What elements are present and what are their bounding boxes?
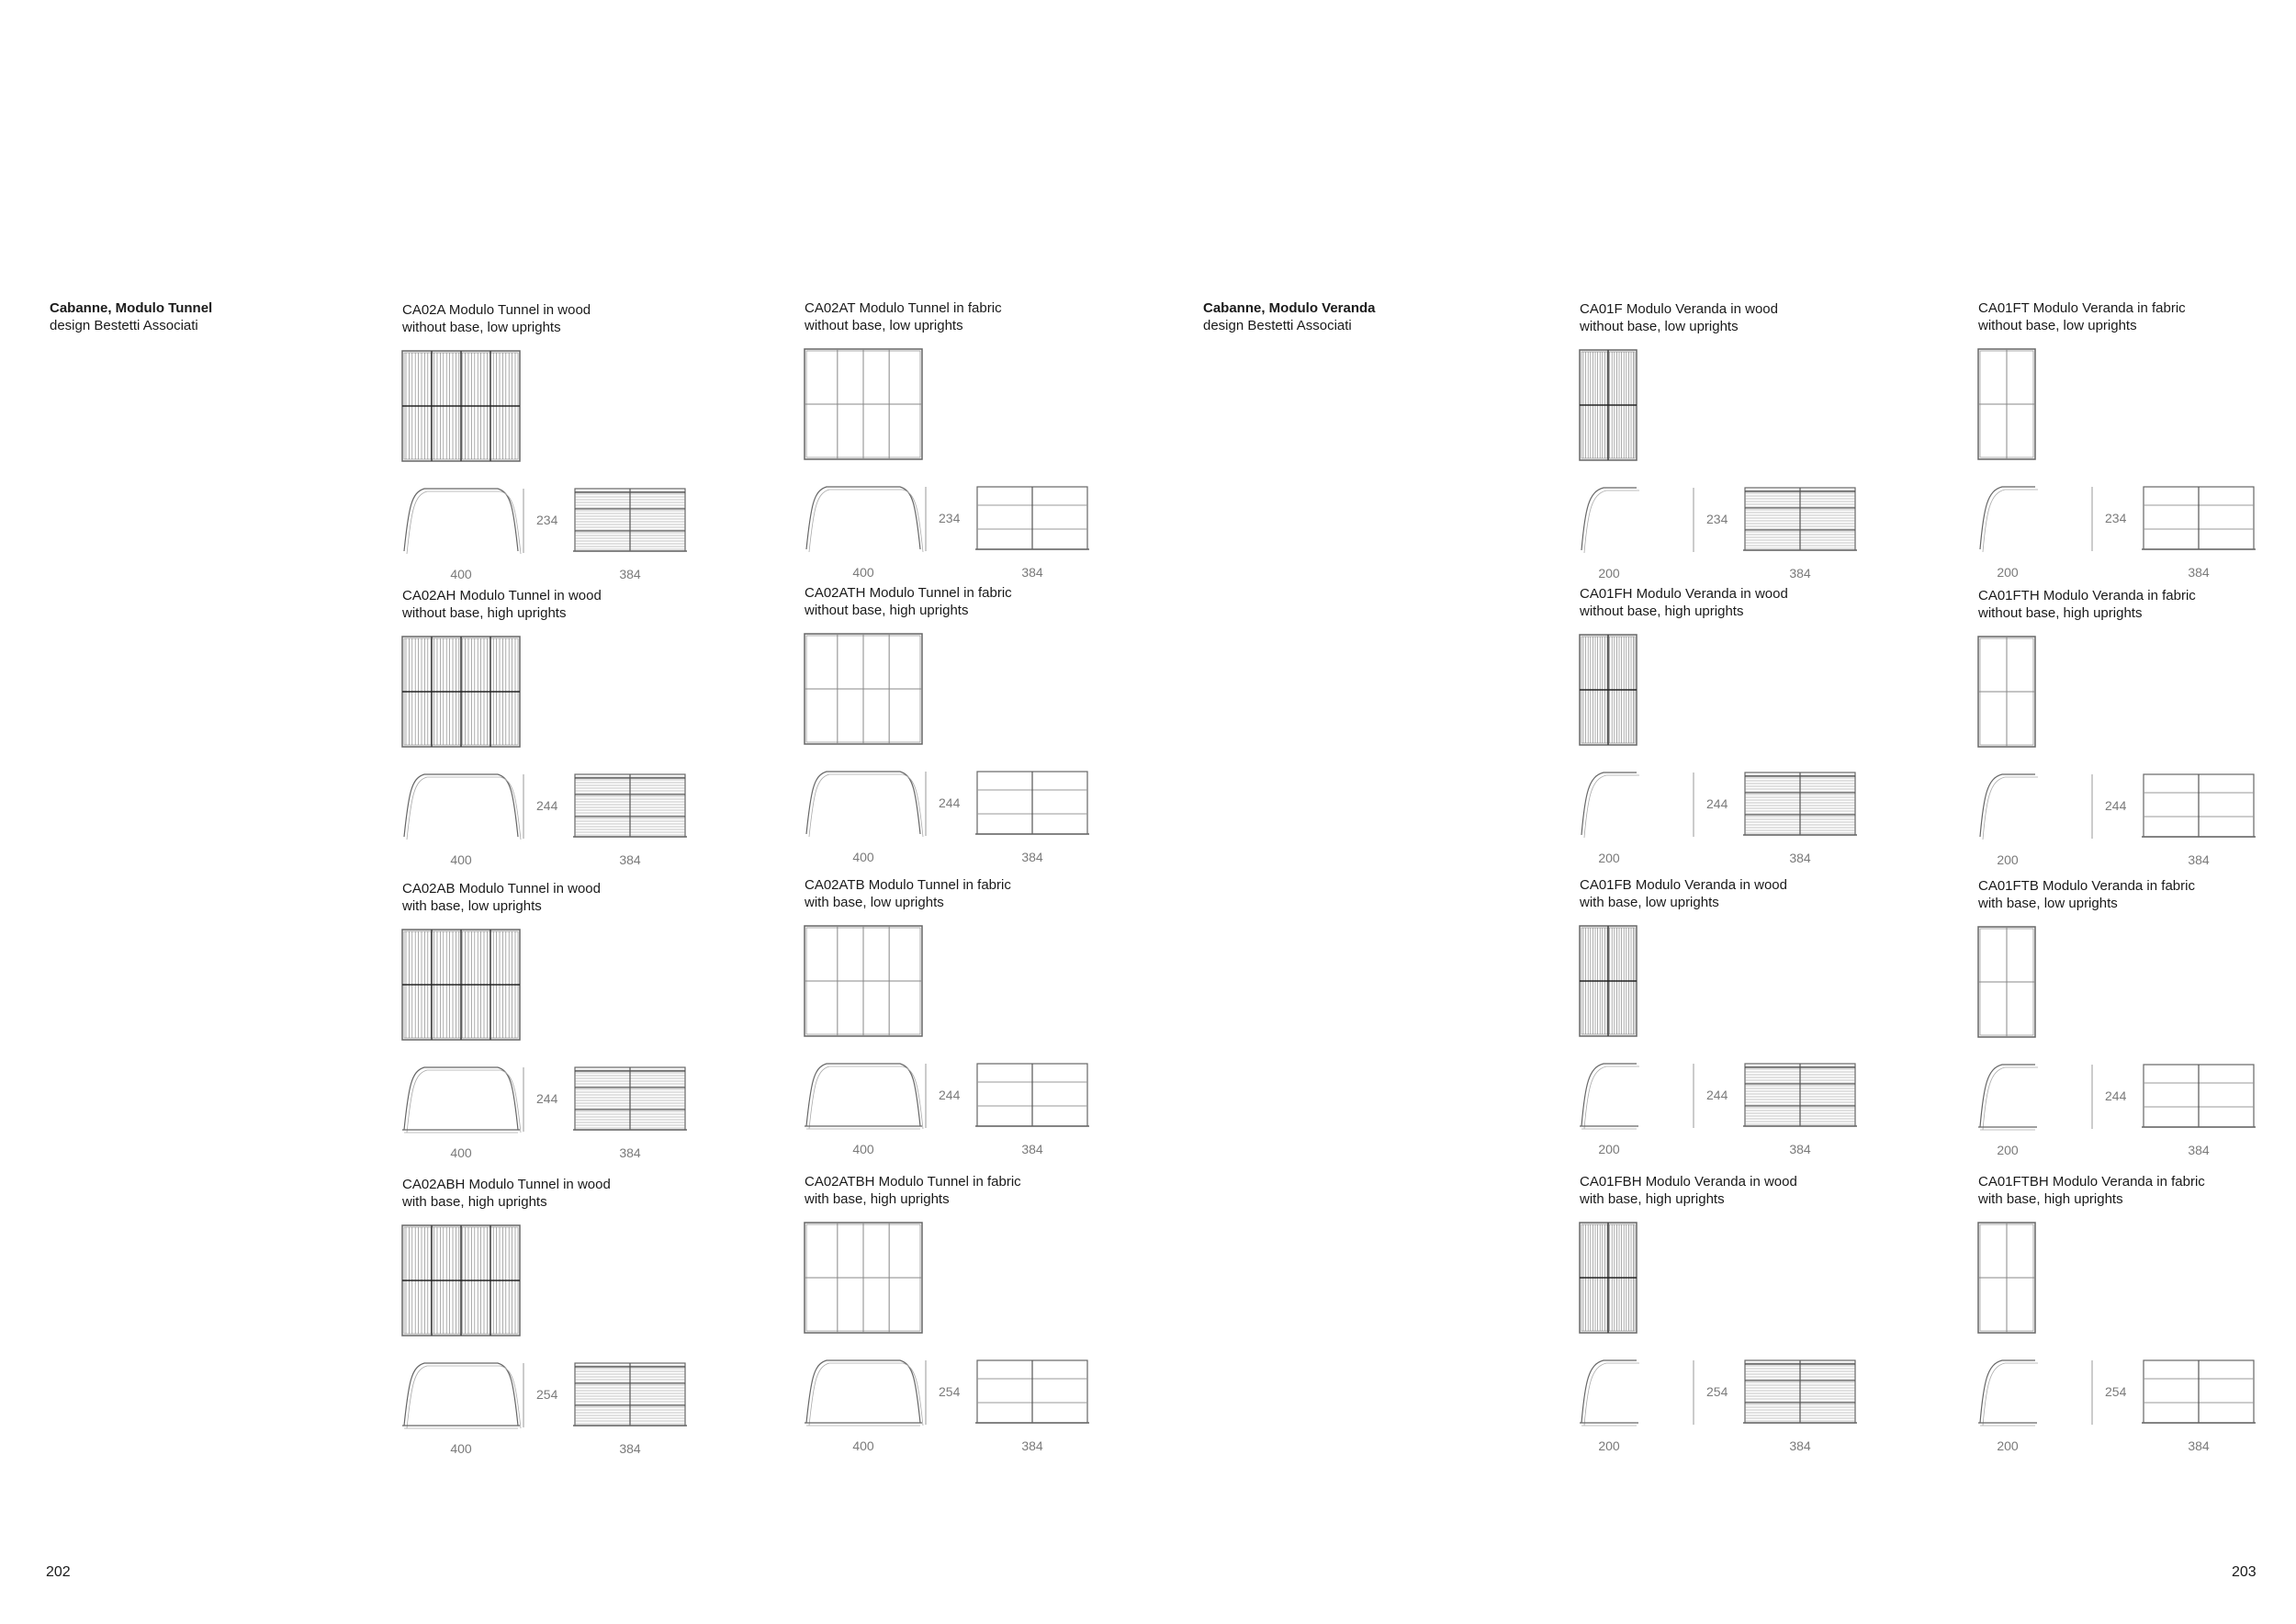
section-designer: design Bestetti Associati (1203, 318, 1352, 333)
profile-inner (407, 1366, 521, 1428)
product-code-name: CA01FTB Modulo Veranda in fabric (1978, 878, 2195, 894)
profile-outer (1980, 1065, 2035, 1127)
top-view (2142, 774, 2256, 837)
height-dimension: 254 (939, 1384, 961, 1399)
width-dimension: 400 (450, 852, 472, 867)
front-view (1580, 1223, 1637, 1333)
product-card (1580, 1173, 1938, 1453)
technical-drawing (805, 625, 1135, 864)
depth-dimension: 384 (1789, 1438, 1811, 1453)
product-description: without base, low uprights (1580, 319, 1739, 334)
product-code-name: CA01FBH Modulo Veranda in wood (1580, 1174, 1797, 1190)
product-code-name: CA02ATH Modulo Tunnel in fabric (805, 585, 1012, 601)
front-view (805, 1223, 922, 1333)
depth-dimension: 384 (2188, 852, 2210, 867)
technical-drawing (402, 342, 733, 581)
side-profile (1581, 773, 1639, 838)
depth-dimension: 384 (2188, 1438, 2210, 1453)
height-dimension: 254 (1706, 1384, 1728, 1399)
front-view (1978, 349, 2035, 459)
technical-drawing (402, 920, 733, 1160)
top-view (975, 487, 1089, 549)
technical-drawing (1978, 340, 2296, 580)
front-view (1978, 1223, 2035, 1333)
product-description: with base, low uprights (1580, 895, 1719, 910)
product-description: with base, low uprights (805, 895, 944, 910)
profile-outer (1581, 1064, 1637, 1126)
width-dimension: 200 (1598, 851, 1620, 865)
width-dimension: 200 (1598, 1438, 1620, 1453)
product-card (805, 584, 1163, 864)
profile-inner (407, 491, 521, 554)
product-description: with base, low uprights (402, 898, 542, 914)
depth-dimension: 384 (2188, 565, 2210, 580)
page-number: 202 (46, 1564, 71, 1580)
technical-drawing (805, 1213, 1135, 1453)
side-profile (1581, 488, 1639, 553)
front-view (805, 926, 922, 1036)
profile-inner (1983, 490, 2038, 552)
profile-outer (806, 1064, 920, 1126)
technical-drawing (402, 627, 733, 867)
depth-dimension: 384 (619, 852, 641, 867)
side-profile (806, 772, 923, 837)
front-view (1580, 635, 1637, 745)
height-dimension: 244 (536, 798, 558, 813)
depth-dimension: 384 (619, 1145, 641, 1160)
product-code-name: CA02ATBH Modulo Tunnel in fabric (805, 1174, 1021, 1190)
product-code-name: CA01FTBH Modulo Veranda in fabric (1978, 1174, 2205, 1190)
technical-drawing (1580, 341, 1910, 581)
product-code-name: CA02ABH Modulo Tunnel in wood (402, 1177, 611, 1192)
product-card (805, 876, 1163, 1156)
top-view (1743, 1360, 1857, 1423)
product-description: with base, high uprights (1978, 1191, 2123, 1207)
profile-outer (1980, 1360, 2035, 1423)
product-code-name: CA01FT Modulo Veranda in fabric (1978, 300, 2186, 316)
width-dimension: 400 (852, 565, 874, 580)
technical-drawing (1580, 917, 1910, 1156)
height-dimension: 244 (1706, 1088, 1728, 1102)
width-dimension: 200 (1598, 566, 1620, 581)
height-dimension: 234 (2105, 511, 2127, 525)
profile-outer (1581, 773, 1637, 835)
front-view (402, 1225, 520, 1336)
technical-drawing (1978, 1213, 2296, 1453)
product-description: with base, high uprights (1580, 1191, 1725, 1207)
product-code-name: CA02A Modulo Tunnel in wood (402, 302, 591, 318)
depth-dimension: 384 (1021, 1142, 1043, 1156)
section-title: Cabanne, Modulo Tunnel (50, 300, 213, 316)
width-dimension: 200 (1997, 565, 2019, 580)
side-profile (1980, 774, 2038, 840)
page-header-202 (50, 299, 212, 334)
profile-inner (1584, 491, 1639, 553)
technical-drawing (805, 340, 1135, 580)
top-view (975, 1064, 1089, 1126)
side-profile (1978, 1360, 2038, 1426)
profile-outer (1581, 1360, 1637, 1423)
profile-inner (407, 777, 521, 840)
height-dimension: 244 (536, 1091, 558, 1106)
top-view (2142, 1360, 2256, 1423)
product-card (805, 1173, 1163, 1453)
product-description: without base, low uprights (805, 318, 963, 333)
height-dimension: 234 (939, 511, 961, 525)
width-dimension: 400 (450, 1441, 472, 1456)
profile-inner (809, 774, 923, 837)
technical-drawing (1978, 918, 2296, 1157)
product-description: without base, high uprights (1580, 603, 1744, 619)
section-designer: design Bestetti Associati (50, 318, 198, 333)
side-profile (805, 1360, 923, 1426)
product-card (1580, 585, 1938, 865)
height-dimension: 244 (939, 1088, 961, 1102)
product-description: without base, high uprights (1978, 605, 2143, 621)
side-profile (404, 774, 521, 840)
product-description: without base, high uprights (805, 603, 969, 618)
width-dimension: 200 (1997, 1143, 2019, 1157)
width-dimension: 200 (1997, 1438, 2019, 1453)
profile-inner (809, 1066, 923, 1129)
profile-inner (809, 490, 923, 552)
front-view (805, 634, 922, 744)
front-view (402, 351, 520, 461)
top-view (2142, 487, 2256, 549)
product-card (1978, 1173, 2296, 1453)
product-card (1978, 299, 2296, 580)
depth-dimension: 384 (1789, 1142, 1811, 1156)
profile-inner (1983, 1067, 2038, 1130)
side-profile (805, 1064, 923, 1129)
product-description: without base, high uprights (402, 605, 567, 621)
profile-inner (1584, 1363, 1639, 1426)
page-header-203 (1203, 299, 1376, 334)
profile-outer (1980, 487, 2035, 549)
top-view (975, 1360, 1089, 1423)
profile-outer (404, 1363, 518, 1426)
product-code-name: CA01F Modulo Veranda in wood (1580, 301, 1778, 317)
product-card (805, 299, 1163, 580)
profile-outer (1581, 488, 1637, 550)
side-profile (402, 1363, 521, 1428)
page-number: 203 (2232, 1564, 2257, 1580)
product-card (402, 301, 760, 581)
side-profile (806, 487, 923, 552)
width-dimension: 400 (852, 1142, 874, 1156)
height-dimension: 254 (536, 1387, 558, 1402)
product-code-name: CA02AT Modulo Tunnel in fabric (805, 300, 1002, 316)
width-dimension: 400 (852, 850, 874, 864)
top-view (573, 1363, 687, 1426)
side-profile (404, 489, 521, 554)
product-code-name: CA02ATB Modulo Tunnel in fabric (805, 877, 1011, 893)
product-description: with base, high uprights (402, 1194, 547, 1210)
product-code-name: CA02AH Modulo Tunnel in wood (402, 588, 602, 603)
product-card (1580, 300, 1938, 581)
technical-drawing (402, 1216, 733, 1456)
top-view (975, 772, 1089, 834)
product-card (1580, 876, 1938, 1156)
top-view (573, 1067, 687, 1130)
top-view (1743, 488, 1857, 550)
top-view (2142, 1065, 2256, 1127)
product-code-name: CA01FH Modulo Veranda in wood (1580, 586, 1788, 602)
depth-dimension: 384 (619, 1441, 641, 1456)
height-dimension: 234 (1706, 512, 1728, 526)
profile-inner (1983, 1363, 2038, 1426)
product-description: with base, low uprights (1978, 896, 2118, 911)
product-card (402, 1176, 760, 1456)
top-view (573, 489, 687, 551)
top-view (573, 774, 687, 837)
technical-drawing (1580, 626, 1910, 865)
depth-dimension: 384 (1021, 565, 1043, 580)
width-dimension: 200 (1997, 852, 2019, 867)
product-description: without base, low uprights (402, 320, 561, 335)
front-view (1580, 350, 1637, 460)
depth-dimension: 384 (2188, 1143, 2210, 1157)
profile-outer (404, 489, 518, 551)
profile-outer (1980, 774, 2035, 837)
product-description: without base, low uprights (1978, 318, 2137, 333)
technical-drawing (1580, 1213, 1910, 1453)
profile-inner (407, 1070, 521, 1133)
height-dimension: 244 (1706, 796, 1728, 811)
height-dimension: 234 (536, 513, 558, 527)
product-card (1978, 587, 2296, 867)
width-dimension: 200 (1598, 1142, 1620, 1156)
technical-drawing (805, 917, 1135, 1156)
side-profile (1980, 487, 2038, 552)
profile-inner (809, 1363, 923, 1426)
profile-outer (404, 1067, 518, 1130)
product-card (402, 880, 760, 1160)
front-view (402, 637, 520, 747)
front-view (402, 930, 520, 1040)
height-dimension: 244 (939, 795, 961, 810)
profile-outer (806, 1360, 920, 1423)
depth-dimension: 384 (619, 567, 641, 581)
width-dimension: 400 (852, 1438, 874, 1453)
top-view (1743, 1064, 1857, 1126)
product-code-name: CA02AB Modulo Tunnel in wood (402, 881, 601, 897)
profile-outer (806, 487, 920, 549)
depth-dimension: 384 (1789, 566, 1811, 581)
side-profile (1580, 1064, 1639, 1129)
product-card (402, 587, 760, 867)
product-description: with base, high uprights (805, 1191, 950, 1207)
depth-dimension: 384 (1789, 851, 1811, 865)
depth-dimension: 384 (1021, 850, 1043, 864)
width-dimension: 400 (450, 567, 472, 581)
side-profile (1978, 1065, 2038, 1130)
profile-inner (1983, 777, 2038, 840)
side-profile (402, 1067, 521, 1133)
product-code-name: CA01FTH Modulo Veranda in fabric (1978, 588, 2196, 603)
product-card (1978, 877, 2296, 1157)
width-dimension: 400 (450, 1145, 472, 1160)
top-view (1743, 773, 1857, 835)
height-dimension: 254 (2105, 1384, 2127, 1399)
technical-drawing (1978, 627, 2296, 867)
height-dimension: 244 (2105, 1088, 2127, 1103)
profile-inner (1584, 775, 1639, 838)
side-profile (1580, 1360, 1639, 1426)
profile-inner (1584, 1066, 1639, 1129)
front-view (805, 349, 922, 459)
product-code-name: CA01FB Modulo Veranda in wood (1580, 877, 1787, 893)
front-view (1978, 637, 2035, 747)
profile-outer (404, 774, 518, 837)
front-view (1978, 927, 2035, 1037)
depth-dimension: 384 (1021, 1438, 1043, 1453)
profile-outer (806, 772, 920, 834)
height-dimension: 244 (2105, 798, 2127, 813)
front-view (1580, 926, 1637, 1036)
section-title: Cabanne, Modulo Veranda (1203, 300, 1376, 316)
